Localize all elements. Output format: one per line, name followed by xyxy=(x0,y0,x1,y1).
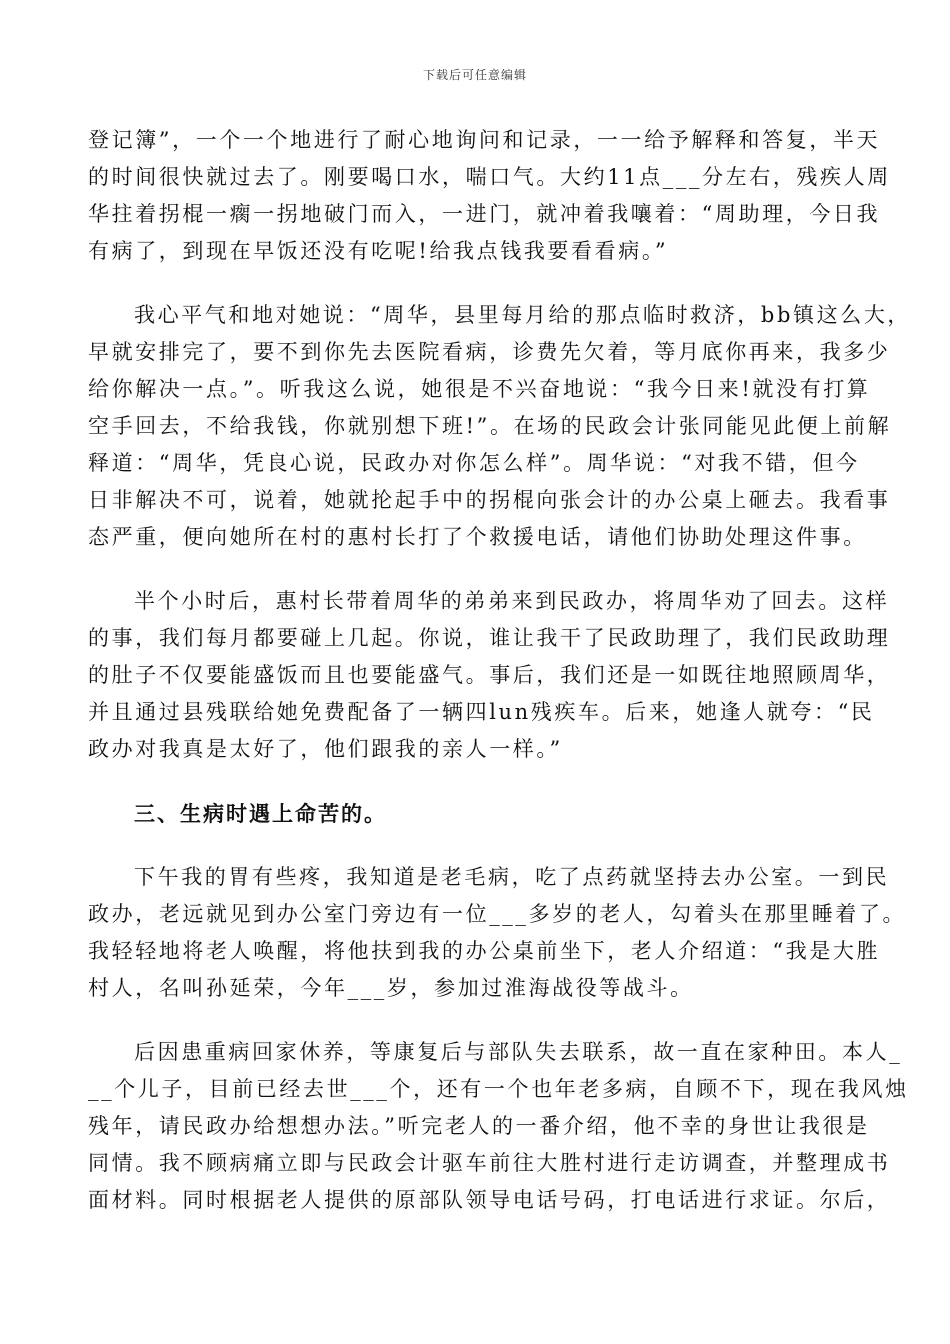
text-line: 并且通过县残联给她免费配备了一辆四lun残疾车。后来，她逢人就夸：“民 xyxy=(88,700,875,724)
paragraph-gap xyxy=(88,1007,860,1034)
text-line: 下午我的胃有些疼，我知道是老毛病，吃了点药就坚持去办公室。一到民 xyxy=(134,865,890,889)
text-line: 半个小时后，惠村长带着周华的弟弟来到民政办，将周华劝了回去。这样 xyxy=(134,589,890,613)
text-line: 华拄着拐棍一瘸一拐地破门而入，一进门，就冲着我嚷着：“周助理，今日我 xyxy=(88,202,881,226)
text-line: 村人，名叫孙延荣，今年___岁，参加过淮海战役等战斗。 xyxy=(88,976,694,1000)
text-line: 我心平气和地对她说：“周华，县里每月给的那点临时救济，bb镇这么大， xyxy=(134,303,912,327)
text-line: 的肚子不仅要能盛饭而且也要能盛气。事后，我们还是一如既往地照顾周华， xyxy=(88,663,891,687)
text-line: 的事，我们每月都要碰上几起。你说，谁让我干了民政助理了，我们民政助理 xyxy=(88,626,891,650)
text-line: 后因患重病回家休养，等康复后与部队失去联系，故一直在家种田。本人_ xyxy=(134,1040,903,1064)
text-line: 给你解决一点。”。听我这么说，她很是不兴奋地说：“我今日来!就没有打算 xyxy=(88,377,871,401)
section-heading: 三、生病时遇上命苦的。 xyxy=(134,801,387,826)
text-line: 日非解决不可，说着，她就抡起手中的拐棍向张会计的办公桌上砸去。我看事 xyxy=(88,488,891,512)
text-line: 的时间很快就过去了。刚要喝口水，喘口气。大约11点___分左右，残疾人周 xyxy=(88,165,891,189)
paragraph-gap xyxy=(88,832,860,859)
paragraph-gap xyxy=(88,556,860,583)
paragraph-gap xyxy=(88,270,860,297)
paragraph xyxy=(88,122,891,270)
text-line: 空手回去，不给我钱，你就别想下班!”。在场的民政会计张同能见此便上前解 xyxy=(88,414,892,438)
page-header: 下载后可任意编辑 xyxy=(422,68,527,82)
document-body xyxy=(88,122,912,1219)
text-line: 释道：“周华，凭良心说，民政办对你怎么样”。周华说：“对我不错，但今 xyxy=(88,451,860,475)
text-line: 登记簿”，一个一个地进行了耐心地询问和记录，一一给予解释和答复，半天 xyxy=(88,128,881,152)
text-line: 政办对我真是太好了，他们跟我的亲人一样。” xyxy=(88,737,563,761)
paragraph-gap xyxy=(88,768,860,795)
paragraph xyxy=(88,1034,909,1219)
text-line: 残年，请民政办给想想办法。”听完老人的一番介绍，他不幸的身世让我很是 xyxy=(88,1114,870,1138)
text-line: 有病了，到现在早饭还没有吃呢!给我点钱我要看看病。” xyxy=(88,239,669,263)
paragraph xyxy=(88,859,907,1007)
text-line: 态严重，便向她所在村的惠村长打了个救援电话，请他们协助处理这件事。 xyxy=(88,525,867,549)
text-line: __个儿子，目前已经去世___个，还有一个也年老多病，自顾不下，现在我风烛 xyxy=(88,1077,909,1101)
text-line: 同情。我不顾病痛立即与民政会计驱车前往大胜村进行走访调查，并整理成书 xyxy=(88,1151,891,1175)
text-line: 政办，老远就见到办公室门旁边有一位___多岁的老人，勾着头在那里睡着了。 xyxy=(88,902,907,926)
paragraph xyxy=(88,297,912,556)
text-line: 面材料。同时根据老人提供的原部队领导电话号码，打电话进行求证。尔后， xyxy=(88,1188,891,1212)
text-line: 早就安排完了，要不到你先去医院看病，诊费先欠着，等月底你再来，我多少 xyxy=(88,340,891,364)
paragraph xyxy=(88,583,891,768)
section-heading-block xyxy=(88,795,860,832)
text-line: 我轻轻地将老人唤醒，将他扶到我的办公桌前坐下，老人介绍道：“我是大胜 xyxy=(88,939,881,963)
